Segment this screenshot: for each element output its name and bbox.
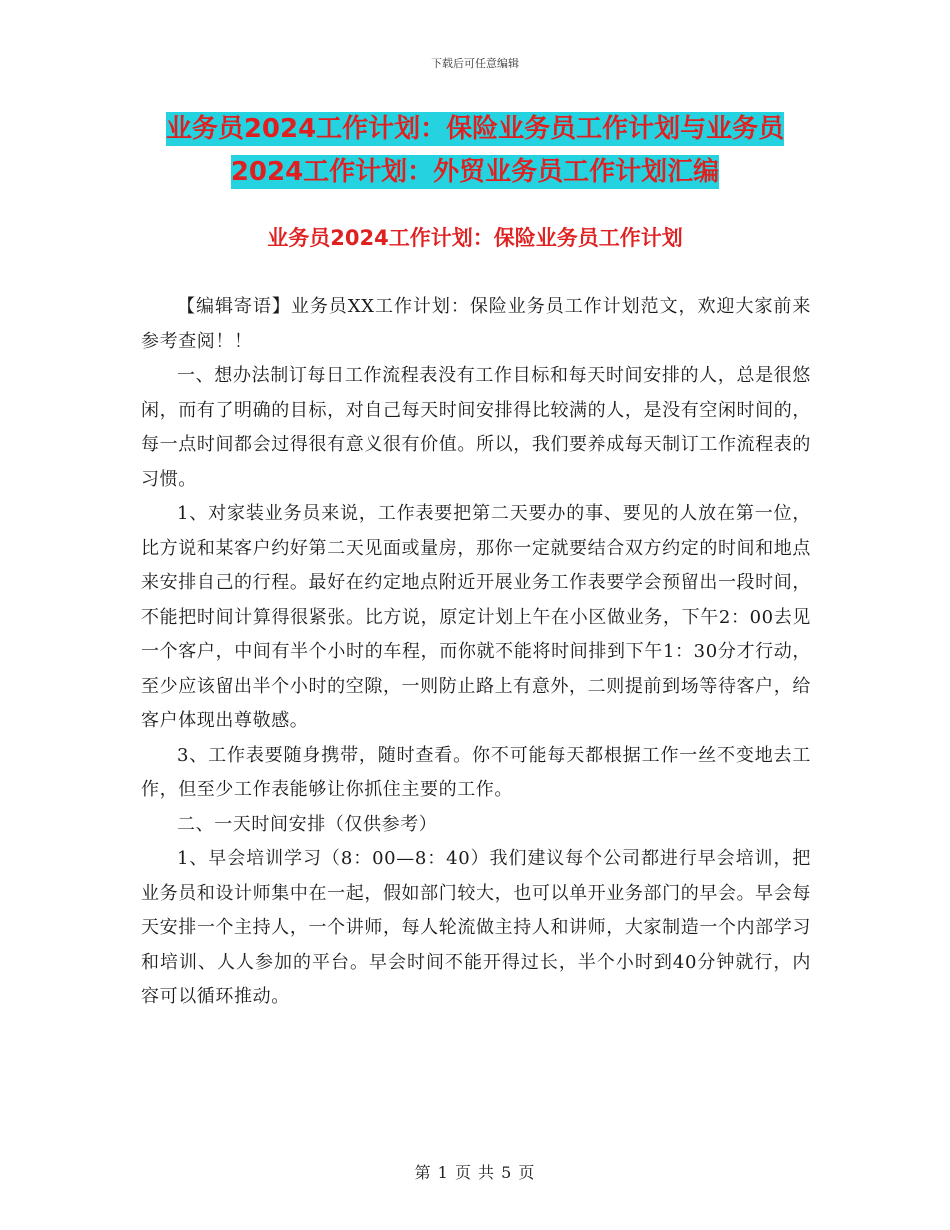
title-line-2: 2024工作计划：外贸业务员工作计划汇编 <box>230 157 720 187</box>
paragraph-item-1: 1、对家装业务员来说，工作表要把第二天要办的事、要见的人放在第一位，比方说和某客户约好第二天见面或量房，那你一定就要结合双方约定的时间和地点来安排自己的行程。最好在约定地点附近开展业务工作表要学会预留出一段时间，不能把时间计算得很紧张。比方说，原定计划上午在小区做业务，下午2：00去见一个客户，中间有半个小时的车程，而你就不能将时间排到下午1：30分才行动，至少应该留出半个小时的空隙，一则防止路上有意外，二则提前到场等待客户，给客户体现出尊敬感。 <box>141 503 811 731</box>
section-title: 业务员2024工作计划：保险业务员工作计划 <box>267 226 683 250</box>
document-title <box>0 108 950 194</box>
paragraph-item-3: 3、工作表要随身携带，随时查看。你不可能每天都根据工作一丝不变地去工作，但至少工作表能够让你抓住主要的工作。 <box>141 744 811 800</box>
paragraph-section-1: 一、想办法制订每日工作流程表没有工作目标和每天时间安排的人，总是很悠闲，而有了明确的目标，对自己每天时间安排得比较满的人，是没有空闲时间的，每一点时间都会过得很有意义很有价值。所以，我们要养成每天制订工作流程表的习惯。 <box>141 365 811 490</box>
page-number: 第 1 页 共 5 页 <box>414 1163 536 1182</box>
paragraph-morning-meeting: 1、早会培训学习（8：00—8：40）我们建议每个公司都进行早会培训，把业务员和设计师集中在一起，假如部门较大，也可以单开业务部门的早会。早会每天安排一个主持人，一个讲师，每人轮流做主持人和讲师，大家制造一个内部学习和培训、人人参加的平台。早会时间不能开得过长，半个小时到40分钟就行，内容可以循环推动。 <box>141 848 811 1007</box>
title-line-1: 业务员2024工作计划：保险业务员工作计划与业务员 <box>165 114 785 144</box>
document-body <box>141 290 811 1015</box>
paragraph-section-2: 二、一天时间安排（仅供参考） <box>177 813 438 835</box>
page-header-note: 下载后可任意编辑 <box>431 57 519 70</box>
paragraph-editor-note: 【编辑寄语】业务员XX工作计划：保险业务员工作计划范文，欢迎大家前来参考查阅！！ <box>141 296 811 352</box>
